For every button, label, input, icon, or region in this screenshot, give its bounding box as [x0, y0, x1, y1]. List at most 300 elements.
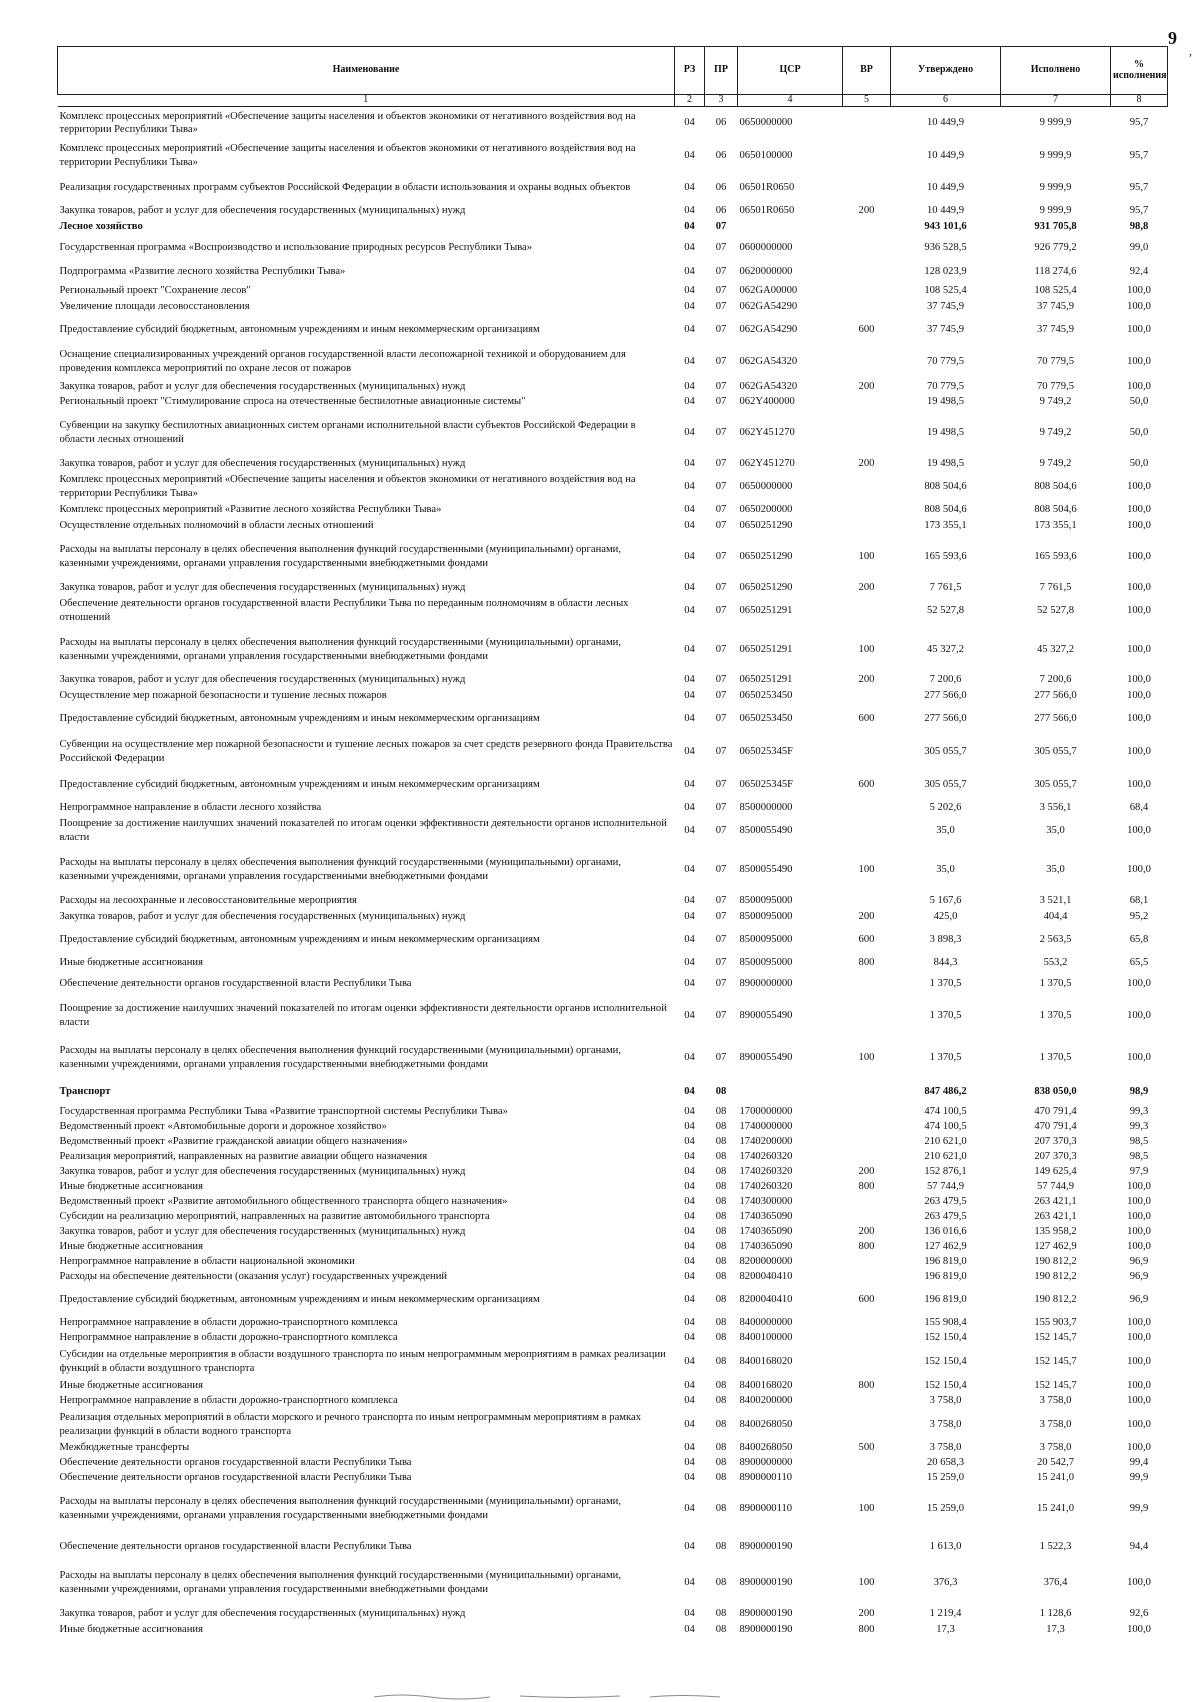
- row-vr: [843, 235, 891, 261]
- row-vr: [843, 107, 891, 140]
- row-percent: 100,0: [1127, 323, 1151, 335]
- row-pr: 07: [715, 957, 727, 969]
- row-name: Межбюджетные трансферты: [59, 1442, 190, 1454]
- row-percent: 100,0: [1127, 1051, 1151, 1063]
- row-csr: 065025345F: [739, 745, 794, 757]
- row-name: Иные бюджетные ассигнования: [59, 1380, 203, 1392]
- corner-mark: ,: [1189, 44, 1192, 58]
- row-name: Обеспечение деятельности органов государственной власти Республики Тыва: [59, 1457, 412, 1469]
- table-row: [58, 1105, 1168, 1120]
- row-approved: 10 449,9: [926, 181, 965, 193]
- row-percent: 100,0: [1127, 1577, 1151, 1589]
- row-pr: 08: [715, 1418, 727, 1430]
- row-percent: 94,4: [1129, 1540, 1149, 1552]
- row-approved: 19 498,5: [926, 458, 965, 470]
- row-approved: 19 498,5: [926, 427, 965, 439]
- row-vr: [843, 345, 891, 380]
- row-approved: 152 876,1: [924, 1166, 967, 1178]
- row-percent: 100,0: [1127, 1316, 1151, 1328]
- row-name: Закупка товаров, работ и услуг для обеспечения государственных (муниципальных) нужд: [59, 1226, 466, 1238]
- row-rz: 04: [684, 933, 695, 945]
- table-row: [58, 704, 1168, 734]
- row-rz: 04: [684, 745, 695, 757]
- row-csr: 1740365090: [739, 1241, 793, 1253]
- table-row: [58, 1195, 1168, 1210]
- row-csr: 8500095000: [739, 894, 793, 906]
- row-percent: 100,0: [1127, 978, 1151, 990]
- table-row: [58, 1165, 1168, 1180]
- row-pr: 07: [715, 550, 727, 562]
- row-name: Государственная программа «Воспроизводство и использование природных ресурсов Республики Тыва»: [59, 241, 533, 253]
- row-name: Субвенции на осуществление мер пожарной безопасности и тушение лесных пожаров за счет средств резервного фонда Правительства Российской Федерации: [59, 738, 673, 764]
- column-number: 1: [58, 95, 675, 107]
- row-approved: 808 504,6: [924, 480, 967, 492]
- row-csr: 8500095000: [739, 933, 793, 945]
- row-pr: 07: [715, 605, 727, 617]
- row-name: Ведомственный проект «Развитие автомобильного общественного транспорта общего назначения»: [59, 1196, 508, 1208]
- row-name: Закупка товаров, работ и услуг для обеспечения государственных (муниципальных) нужд: [59, 1608, 466, 1620]
- table-row: [58, 770, 1168, 800]
- table-row: [58, 380, 1168, 395]
- row-approved: 128 023,9: [924, 265, 967, 277]
- page-number: 9: [1168, 28, 1177, 48]
- row-percent: 100,0: [1127, 825, 1151, 837]
- table-row: [58, 893, 1168, 909]
- table-row: [58, 299, 1168, 315]
- table-row: [58, 1255, 1168, 1270]
- row-rz: 04: [684, 458, 695, 470]
- row-rz: 04: [684, 643, 695, 655]
- row-percent: 100,0: [1127, 1624, 1151, 1636]
- row-percent: 98,5: [1129, 1136, 1149, 1148]
- row-name: Закупка товаров, работ и услуг для обеспечения государственных (муниципальных) нужд: [59, 674, 466, 686]
- row-name: Расходы на выплаты персоналу в целях обеспечения выполнения функций государственными (муниципальными) органами, казенными учреждениями, органами управления государственными внебюджетными фондами: [59, 1496, 621, 1521]
- table-row: [58, 1120, 1168, 1135]
- table-row: [58, 315, 1168, 345]
- row-csr: 8500095000: [739, 910, 793, 922]
- row-rz: 04: [684, 396, 695, 408]
- row-vr: [843, 173, 891, 203]
- table-row: [58, 261, 1168, 283]
- row-rz: 04: [684, 1503, 695, 1515]
- table-row: [58, 673, 1168, 688]
- row-approved: 37 745,9: [926, 323, 965, 335]
- row-rz: 04: [684, 181, 695, 193]
- row-percent: 100,0: [1127, 712, 1151, 724]
- row-pr: 06: [715, 181, 727, 193]
- row-approved: 45 327,2: [926, 643, 965, 655]
- row-rz: 04: [684, 1457, 695, 1469]
- row-csr: 062GA54290: [739, 300, 798, 312]
- row-pr: 07: [715, 863, 727, 875]
- row-csr: 8400100000: [739, 1332, 793, 1344]
- column-number: 6: [891, 95, 1001, 107]
- row-executed: 20 542,7: [1036, 1457, 1075, 1469]
- table-row: [58, 518, 1168, 534]
- row-csr: 06501R0650: [739, 204, 795, 216]
- row-pr: 08: [715, 1151, 727, 1163]
- row-vr: 800: [858, 1380, 875, 1392]
- row-percent: 100,0: [1127, 674, 1151, 686]
- row-name: Субвенции на закупку беспилотных авиационных систем органами исполнительной власти субъектов Российской Федерации в области лесных отношений: [59, 420, 636, 445]
- row-vr: 200: [858, 204, 875, 216]
- row-csr: 8900055490: [739, 1010, 793, 1022]
- row-executed: 190 812,2: [1034, 1293, 1077, 1305]
- row-percent: 65,5: [1129, 957, 1149, 969]
- row-pr: 07: [715, 427, 727, 439]
- row-csr: 8900055490: [739, 1051, 793, 1063]
- row-name: Расходы на выплаты персоналу в целях обеспечения выполнения функций государственными (муниципальными) органами, казенными учреждениями, органами управления государственными внебюджетными фондами: [59, 543, 621, 569]
- row-approved: 196 819,0: [924, 1293, 967, 1305]
- table-row: [58, 1135, 1168, 1150]
- row-rz: 04: [684, 480, 695, 492]
- row-vr: [843, 1210, 891, 1225]
- row-percent: 100,0: [1127, 356, 1151, 368]
- header-approved: Утверждено: [891, 47, 1001, 95]
- row-percent: 96,9: [1129, 1256, 1149, 1268]
- row-approved: 3 758,0: [929, 1418, 962, 1430]
- row-name: Лесное хозяйство: [59, 220, 143, 232]
- row-vr: [843, 1409, 891, 1441]
- row-vr: [843, 410, 891, 457]
- table-row: [58, 140, 1168, 173]
- row-csr: 1740365090: [739, 1226, 793, 1238]
- row-approved: 3 758,0: [929, 1442, 962, 1454]
- row-approved: 7 200,6: [929, 674, 962, 686]
- row-rz: 04: [684, 778, 695, 790]
- column-number: 7: [1001, 95, 1111, 107]
- row-vr: 200: [858, 910, 875, 922]
- row-name: Закупка товаров, работ и услуг для обеспечения государственных (муниципальных) нужд: [59, 1166, 466, 1178]
- row-vr: [843, 893, 891, 909]
- row-approved: 1 370,5: [929, 1051, 962, 1063]
- row-name: Ведомственный проект «Автомобильные дороги и дорожное хозяйство»: [59, 1121, 387, 1133]
- row-approved: 173 355,1: [924, 519, 967, 531]
- table-row: [58, 1346, 1168, 1379]
- row-approved: 305 055,7: [924, 778, 967, 790]
- table-row: [58, 219, 1168, 235]
- row-rz: 04: [684, 1472, 695, 1484]
- row-vr: [843, 1120, 891, 1135]
- row-pr: 07: [715, 220, 727, 232]
- row-csr: 8400268050: [739, 1418, 793, 1430]
- row-csr: 062Y451270: [739, 427, 795, 439]
- row-pr: 07: [715, 689, 727, 701]
- row-rz: 04: [684, 894, 695, 906]
- row-vr: 200: [858, 1166, 875, 1178]
- row-pr: 06: [715, 204, 727, 216]
- row-pr: 07: [715, 458, 727, 470]
- row-vr: 600: [858, 323, 875, 335]
- row-executed: 127 462,9: [1034, 1241, 1077, 1253]
- row-approved: 263 479,5: [924, 1211, 967, 1223]
- row-percent: 100,0: [1127, 519, 1151, 531]
- table-row: [58, 1623, 1168, 1638]
- row-pr: 07: [715, 643, 727, 655]
- header-executed: Исполнено: [1001, 47, 1111, 95]
- row-percent: 65,8: [1129, 933, 1149, 945]
- row-executed: 404,4: [1043, 910, 1068, 922]
- row-vr: [843, 219, 891, 235]
- row-csr: 8200000000: [739, 1256, 793, 1268]
- header-percent: % исполнения: [1111, 47, 1168, 95]
- row-percent: 100,0: [1127, 1010, 1151, 1022]
- row-name: Комплекс процессных мероприятий «Развитие лесного хозяйства Республики Тыва»: [59, 503, 442, 515]
- row-percent: 100,0: [1127, 1395, 1151, 1407]
- row-approved: 210 621,0: [924, 1151, 967, 1163]
- row-approved: 152 150,4: [924, 1380, 967, 1392]
- header-name: Наименование: [58, 47, 675, 95]
- row-vr: [843, 1456, 891, 1471]
- row-csr: 8900000190: [739, 1540, 793, 1552]
- row-percent: 96,9: [1129, 1271, 1149, 1283]
- row-csr: 062Y400000: [739, 396, 795, 408]
- row-name: Ведомственный проект «Развитие гражданской авиации общего назначения»: [59, 1136, 408, 1148]
- row-name: Комплекс процессных мероприятий «Обеспечение защиты населения и объектов экономики от негативного воздействия вод на территории Республики Тыва»: [59, 110, 636, 136]
- row-approved: 20 658,3: [926, 1457, 965, 1469]
- row-approved: 15 259,0: [926, 1503, 965, 1515]
- table-row: [58, 627, 1168, 673]
- table-row: [58, 107, 1168, 140]
- row-pr: 08: [715, 1241, 727, 1253]
- row-percent: 100,0: [1127, 1241, 1151, 1253]
- row-csr: 062GA54290: [739, 323, 798, 335]
- row-executed: 9 999,9: [1039, 150, 1072, 162]
- header-vr: ВР: [843, 47, 891, 95]
- row-name: Поощрение за достижение наилучших значений показателей по итогам оценки эффективности деятельности органов исполнительной власти: [59, 818, 667, 843]
- table-row: [58, 1331, 1168, 1346]
- row-vr: [843, 800, 891, 816]
- row-pr: 08: [715, 1181, 727, 1193]
- row-executed: 3 556,1: [1039, 801, 1072, 813]
- row-name: Увеличение площади лесовосстановления: [59, 300, 250, 312]
- row-executed: 155 903,7: [1034, 1316, 1077, 1328]
- row-executed: 108 525,4: [1034, 284, 1077, 296]
- row-pr: 08: [715, 1577, 727, 1589]
- row-csr: 0600000000: [739, 241, 793, 253]
- row-rz: 04: [684, 1608, 695, 1620]
- row-percent: 50,0: [1129, 458, 1149, 470]
- row-executed: 7 761,5: [1039, 581, 1072, 593]
- row-csr: 8400268050: [739, 1442, 793, 1454]
- row-name: Расходы на обеспечение деятельности (оказания услуг) государственных учреждений: [59, 1271, 448, 1283]
- row-vr: [843, 299, 891, 315]
- table-row: [58, 410, 1168, 457]
- row-rz: 04: [684, 1271, 695, 1283]
- row-executed: 1 370,5: [1039, 978, 1072, 990]
- row-approved: 196 819,0: [924, 1271, 967, 1283]
- row-percent: 100,0: [1127, 581, 1151, 593]
- row-rz: 04: [684, 1166, 695, 1178]
- table-row: [58, 1379, 1168, 1394]
- row-csr: 1740365090: [739, 1211, 793, 1223]
- row-name: Расходы на выплаты персоналу в целях обеспечения выполнения функций государственными (муниципальными) органами, казенными учреждениями, органами управления государственными внебюджетными фондами: [59, 1044, 621, 1070]
- row-percent: 92,6: [1129, 1608, 1149, 1620]
- row-csr: 0650000000: [739, 117, 793, 129]
- row-pr: 08: [715, 1211, 727, 1223]
- row-csr: 0650100000: [739, 150, 793, 162]
- column-number: 5: [843, 95, 891, 107]
- row-executed: 70 779,5: [1036, 356, 1075, 368]
- row-rz: 04: [684, 300, 695, 312]
- row-csr: 8200040410: [739, 1293, 793, 1305]
- row-csr: [738, 1080, 843, 1105]
- row-percent: 100,0: [1127, 1181, 1151, 1193]
- row-pr: 08: [715, 1226, 727, 1238]
- row-csr: 0650253450: [739, 689, 793, 701]
- row-rz: 04: [684, 427, 695, 439]
- row-executed: 190 812,2: [1034, 1271, 1077, 1283]
- row-executed: 553,2: [1043, 957, 1068, 969]
- row-approved: 210 621,0: [924, 1136, 967, 1148]
- row-executed: 470 791,4: [1034, 1106, 1077, 1118]
- row-executed: 470 791,4: [1034, 1121, 1077, 1133]
- row-name: Иные бюджетные ассигнования: [59, 1624, 203, 1636]
- row-percent: 95,7: [1129, 150, 1149, 162]
- row-approved: 196 819,0: [924, 1256, 967, 1268]
- row-csr: 0620000000: [739, 265, 793, 277]
- table-row: [58, 1240, 1168, 1255]
- row-pr: 08: [715, 1624, 727, 1636]
- row-rz: 04: [684, 910, 695, 922]
- row-vr: 500: [858, 1442, 875, 1454]
- row-name: Непрограммное направление в области национальной экономики: [59, 1256, 355, 1268]
- row-executed: 35,0: [1046, 863, 1065, 875]
- table-row: [58, 534, 1168, 580]
- row-rz: 04: [684, 1293, 695, 1305]
- row-executed: 305 055,7: [1034, 745, 1077, 757]
- row-pr: 07: [715, 396, 727, 408]
- row-name: Обеспечение деятельности органов государственной власти Республики Тыва по переданным полномочиям в области лесных отношений: [59, 598, 629, 623]
- row-executed: 263 421,1: [1034, 1211, 1077, 1223]
- row-rz: 04: [684, 519, 695, 531]
- row-percent: 100,0: [1127, 300, 1151, 312]
- row-percent: 99,3: [1129, 1106, 1149, 1118]
- row-percent: 100,0: [1127, 480, 1151, 492]
- row-percent: 100,0: [1127, 863, 1151, 875]
- row-approved: 10 449,9: [926, 204, 965, 216]
- row-percent: 68,1: [1129, 894, 1149, 906]
- row-name: Предоставление субсидий бюджетным, автономным учреждениям и иным некоммерческим организациям: [59, 1293, 540, 1305]
- row-percent: 98,8: [1129, 220, 1149, 232]
- table-row: [58, 1150, 1168, 1165]
- row-csr: 8200040410: [739, 1271, 793, 1283]
- row-approved: 1 219,4: [929, 1608, 962, 1620]
- row-csr: 1740260320: [739, 1166, 793, 1178]
- row-approved: 3 758,0: [929, 1395, 962, 1407]
- row-approved: 263 479,5: [924, 1196, 967, 1208]
- row-csr: 8900000190: [739, 1624, 793, 1636]
- row-approved: 1 370,5: [929, 978, 962, 990]
- row-name: Комплекс процессных мероприятий «Обеспечение защиты населения и объектов экономики от негативного воздействия вод на территории Республики Тыва»: [59, 143, 636, 168]
- row-rz: 04: [684, 1010, 695, 1022]
- row-executed: 838 050,0: [1034, 1086, 1077, 1098]
- row-csr: 8400168020: [739, 1356, 793, 1368]
- row-executed: 9 749,2: [1039, 396, 1072, 408]
- row-csr: 0650000000: [739, 480, 793, 492]
- row-pr: 07: [715, 284, 727, 296]
- row-percent: 95,2: [1129, 910, 1149, 922]
- row-csr: 0650251290: [739, 550, 793, 562]
- row-rz: 04: [684, 550, 695, 562]
- row-approved: 844,3: [933, 957, 958, 969]
- row-rz: 04: [684, 1211, 695, 1223]
- row-approved: 305 055,7: [924, 745, 967, 757]
- row-rz: 04: [684, 1241, 695, 1253]
- row-percent: 100,0: [1127, 745, 1151, 757]
- row-approved: 165 593,6: [924, 550, 967, 562]
- row-rz: 04: [684, 241, 695, 253]
- row-rz: 04: [684, 689, 695, 701]
- table-row: [58, 235, 1168, 261]
- row-percent: 95,7: [1129, 117, 1149, 129]
- table-row: [58, 997, 1168, 1036]
- row-csr: 1740000000: [739, 1121, 793, 1133]
- table-row: [58, 1285, 1168, 1315]
- row-pr: 07: [715, 801, 727, 813]
- row-percent: 100,0: [1127, 1380, 1151, 1392]
- row-csr: 1740200000: [739, 1136, 793, 1148]
- row-rz: 04: [684, 1418, 695, 1430]
- row-rz: 04: [684, 1442, 695, 1454]
- row-name: Расходы на выплаты персоналу в целях обеспечения выполнения функций государственными (муниципальными) органами, казенными учреждениями, органами управления государственными внебюджетными фондами: [59, 856, 621, 882]
- row-approved: 52 527,8: [926, 605, 965, 617]
- row-percent: 100,0: [1127, 1442, 1151, 1454]
- row-executed: 173 355,1: [1034, 519, 1077, 531]
- row-approved: 277 566,0: [924, 712, 967, 724]
- column-number: 2: [675, 95, 705, 107]
- row-percent: 99,0: [1129, 241, 1149, 253]
- row-pr: 07: [715, 581, 727, 593]
- row-approved: 70 779,5: [926, 381, 965, 393]
- row-pr: 08: [715, 1380, 727, 1392]
- row-csr: 065025345F: [739, 778, 794, 790]
- table-row: [58, 472, 1168, 502]
- row-csr: 8500000000: [739, 801, 793, 813]
- table-row: [58, 816, 1168, 847]
- table-row: [58, 1409, 1168, 1441]
- row-executed: 35,0: [1046, 825, 1065, 837]
- row-approved: 35,0: [936, 825, 955, 837]
- row-executed: 152 145,7: [1034, 1332, 1077, 1344]
- row-rz: 04: [684, 1121, 695, 1133]
- row-pr: 08: [715, 1196, 727, 1208]
- row-rz: 04: [684, 220, 695, 232]
- row-pr: 08: [715, 1271, 727, 1283]
- row-executed: 165 593,6: [1034, 550, 1077, 562]
- row-vr: [843, 1150, 891, 1165]
- row-vr: [843, 1270, 891, 1285]
- row-percent: 95,7: [1129, 204, 1149, 216]
- row-vr: 800: [858, 957, 875, 969]
- row-percent: 99,4: [1129, 1457, 1149, 1469]
- row-approved: 1 370,5: [929, 1010, 962, 1022]
- row-vr: 200: [858, 381, 875, 393]
- table-row: [58, 1561, 1168, 1606]
- row-pr: 08: [715, 1540, 727, 1552]
- row-percent: 95,7: [1129, 181, 1149, 193]
- row-approved: 425,0: [933, 910, 958, 922]
- row-rz: 04: [684, 1196, 695, 1208]
- row-rz: 04: [684, 712, 695, 724]
- column-number: 8: [1111, 95, 1168, 107]
- row-vr: [843, 261, 891, 283]
- row-name: Предоставление субсидий бюджетным, автономным учреждениям и иным некоммерческим организациям: [59, 323, 540, 335]
- row-percent: 100,0: [1127, 1332, 1151, 1344]
- row-rz: 04: [684, 1106, 695, 1118]
- row-pr: 07: [715, 241, 727, 253]
- table-row: [58, 734, 1168, 770]
